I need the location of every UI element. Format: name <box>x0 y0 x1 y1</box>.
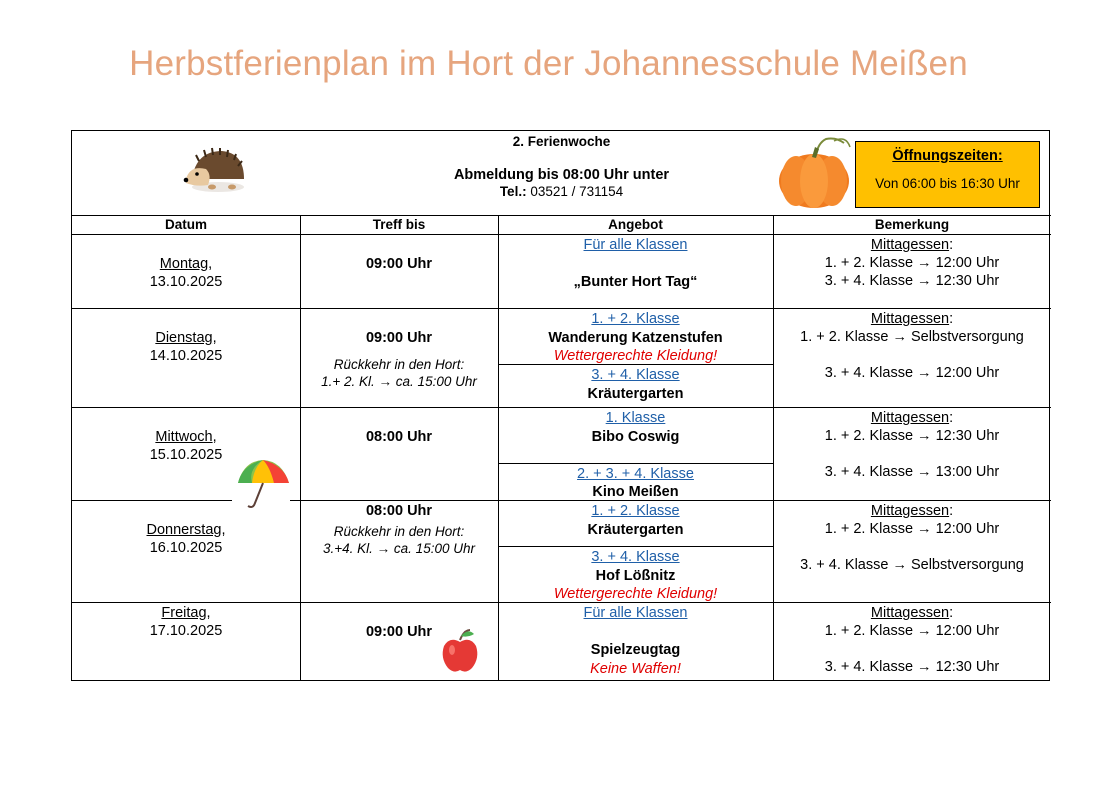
return-label: Rückkehr in den Hort: <box>333 357 465 372</box>
return-time: 3.+4. Kl. → ca. 15:00 Uhr <box>323 541 475 556</box>
date-value: 15.10.2025 <box>149 447 223 463</box>
row-friday-bemerkung: Mittagessen: 1. + 2. Klasse → 12:00 Uhr 3. + 4. Klasse → 12:30 Uhr <box>824 605 1000 675</box>
row-friday-date: Freitag, 17.10.2025 <box>149 605 223 639</box>
row-thursday-group-b[interactable]: 3. + 4. Klasse <box>591 549 680 565</box>
col-header-angebot: Angebot <box>608 217 663 232</box>
row-thursday-return <box>300 523 498 557</box>
row-thursday-note-b: Wettergerechte Kleidung! <box>553 586 718 602</box>
row-tuesday-note-a: Wettergerechte Kleidung! <box>553 348 718 364</box>
row-tuesday-angebot-a: Wanderung Katzenstufen <box>548 330 723 346</box>
opening-hours-box <box>855 141 1040 208</box>
row-thursday-treff: 08:00 Uhr <box>365 503 433 519</box>
apple-icon <box>440 628 480 674</box>
row-thursday-group-a[interactable]: 1. + 2. Klasse <box>591 503 680 519</box>
row-monday-bemerkung: Mittagessen: 1. + 2. Klasse → 12:00 Uhr 3. + 4. Klasse → 12:30 Uhr <box>824 237 1000 289</box>
week-label: 2. Ferienwoche <box>512 134 611 149</box>
bem-line: 1. + 2. Klasse → Selbstversorgung <box>800 329 1024 345</box>
bem-title: Mittagessen <box>870 410 950 426</box>
date-value: 13.10.2025 <box>149 274 223 290</box>
row-tuesday-date: Dienstag, 14.10.2025 <box>149 330 223 364</box>
day-name: Mittwoch <box>155 429 213 445</box>
schedule-table <box>71 130 1050 681</box>
bem-line: 1. + 2. Klasse → 12:30 Uhr <box>824 428 1000 444</box>
row-tuesday-treff: 09:00 Uhr <box>365 330 433 346</box>
phone-label: Tel.: <box>499 184 527 199</box>
row-tuesday-group-a[interactable]: 1. + 2. Klasse <box>591 311 680 327</box>
day-name: Freitag <box>161 605 207 621</box>
row-monday-angebot: „Bunter Hort Tag“ <box>573 274 698 290</box>
row-tuesday-bemerkung: Mittagessen: 1. + 2. Klasse → Selbstversorgung 3. + 4. Klasse → 12:00 Uhr <box>800 311 1024 381</box>
day-name: Dienstag <box>155 330 213 346</box>
day-name: Montag <box>159 256 209 272</box>
bem-line: 3. + 4. Klasse → 13:00 Uhr <box>824 464 1000 480</box>
return-label: Rückkehr in den Hort: <box>333 524 465 539</box>
row-friday-angebot: Spielzeugtag <box>590 642 681 658</box>
hedgehog-icon <box>182 145 248 197</box>
row-monday-treff: 09:00 Uhr <box>365 256 433 272</box>
row-friday-treff: 09:00 Uhr <box>365 624 433 640</box>
row-wednesday-treff: 08:00 Uhr <box>365 429 433 445</box>
row-wednesday-angebot-a: Bibo Coswig <box>591 429 680 445</box>
row-monday-group[interactable]: Für alle Klassen <box>583 237 688 253</box>
row-tuesday-return <box>300 356 498 390</box>
bem-line: 1. + 2. Klasse → 12:00 Uhr <box>824 255 1000 271</box>
opening-hours-title: Öffnungszeiten: <box>892 148 1003 164</box>
date-value: 16.10.2025 <box>149 540 223 556</box>
col-header-datum: Datum <box>164 217 207 232</box>
row-wednesday-group-b[interactable]: 2. + 3. + 4. Klasse <box>577 466 694 482</box>
bem-line: 3. + 4. Klasse → 12:30 Uhr <box>824 273 1000 289</box>
bem-title: Mittagessen <box>870 503 950 519</box>
row-thursday-bemerkung: Mittagessen: 1. + 2. Klasse → 12:00 Uhr 3. + 4. Klasse → Selbstversorgung <box>800 503 1024 573</box>
abmeldung-text: Abmeldung bis 08:00 Uhr unter <box>453 167 670 183</box>
row-wednesday-group-a[interactable]: 1. Klasse <box>605 410 666 426</box>
opening-hours-value: Von 06:00 bis 16:30 Uhr <box>875 176 1020 191</box>
row-thursday-angebot-b: Hof Lößnitz <box>595 568 676 584</box>
bem-line: 1. + 2. Klasse → 12:00 Uhr <box>824 521 1000 537</box>
row-friday-note: Keine Waffen! <box>590 661 681 677</box>
row-monday-date: Montag, 13.10.2025 <box>149 256 223 290</box>
col-header-treff: Treff bis <box>372 217 426 232</box>
bem-line: 3. + 4. Klasse → Selbstversorgung <box>800 557 1024 573</box>
row-wednesday-bemerkung: Mittagessen: 1. + 2. Klasse → 12:30 Uhr 3. + 4. Klasse → 13:00 Uhr <box>824 410 1000 480</box>
phone-number: 03521 / 731154 <box>530 184 624 199</box>
bem-title: Mittagessen <box>870 237 950 253</box>
row-wednesday-date: Mittwoch, 15.10.2025 <box>149 429 223 463</box>
pumpkin-icon <box>774 133 854 211</box>
row-thursday-date: Donnerstag, 16.10.2025 <box>146 522 226 556</box>
return-time: 1.+ 2. Kl. → ca. 15:00 Uhr <box>321 374 477 389</box>
bem-line: 3. + 4. Klasse → 12:00 Uhr <box>824 365 1000 381</box>
bem-title: Mittagessen <box>870 605 950 621</box>
row-tuesday-group-b[interactable]: 3. + 4. Klasse <box>591 367 680 383</box>
row-thursday-angebot-a: Kräutergarten <box>587 522 684 538</box>
row-wednesday-angebot-b: Kino Meißen <box>592 484 679 500</box>
bem-line: 1. + 2. Klasse → 12:00 Uhr <box>824 623 1000 639</box>
row-tuesday-angebot-b: Kräutergarten <box>587 386 684 402</box>
date-value: 14.10.2025 <box>149 348 223 364</box>
row-friday-group[interactable]: Für alle Klassen <box>583 605 688 621</box>
date-value: 17.10.2025 <box>149 623 223 639</box>
col-header-bemerkung: Bemerkung <box>874 217 950 232</box>
bem-line: 3. + 4. Klasse → 12:30 Uhr <box>824 659 1000 675</box>
bem-title: Mittagessen <box>870 311 950 327</box>
umbrella-icon <box>234 457 292 513</box>
day-name: Donnerstag <box>146 522 222 538</box>
page-title: Herbstferienplan im Hort der Johannesschule Meißen <box>129 44 968 83</box>
